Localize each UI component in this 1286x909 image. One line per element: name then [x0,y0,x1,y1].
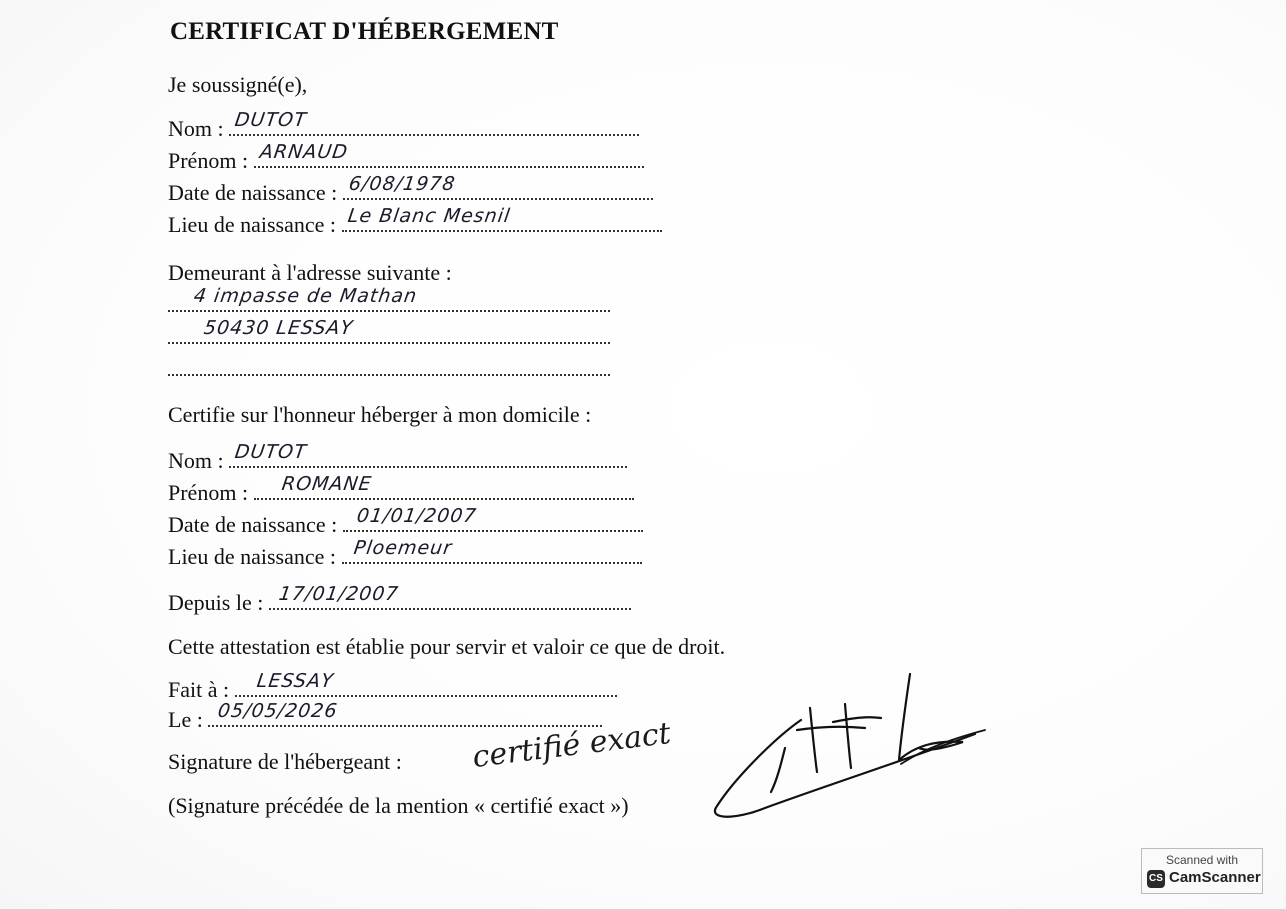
certifie-text: Certifie sur l'honneur héberger à mon domicile : [168,402,592,427]
signature-label: Signature de l'hébergeant : [168,749,402,774]
adresse-line-3-field [168,356,610,376]
nom-value: DUTOT [233,441,309,463]
watermark-top-text: Scanned with [1165,853,1239,867]
adresse-line-1-value: 4 impasse de Mathan [192,285,419,307]
adresse-line-3-row [168,356,610,382]
lieu-label: Lieu de naissance : [168,212,336,237]
fait-label: Fait à : [168,677,230,702]
lieu-value: Ploemeur [351,537,454,559]
date-value: 6/08/1978 [347,173,457,195]
date-label: Date de naissance : [168,512,338,537]
nom-value: DUTOT [233,109,309,131]
lieu-label: Lieu de naissance : [168,544,336,569]
heberge-lieu-row [168,537,642,570]
adresse-line-1-field [168,285,610,312]
depuis-row [168,583,631,616]
attestation-text: Cette attestation est établie pour servir et valoir ce que de droit. [168,634,726,659]
hebergeant-nom-row [168,109,639,142]
fait-value: LESSAY [255,670,335,692]
prenom-field [254,473,634,500]
le-row [168,700,602,733]
prenom-value: ARNAUD [258,141,350,163]
adresse-label: Demeurant à l'adresse suivante : [168,260,452,285]
lieu-value: Le Blanc Mesnil [345,205,512,227]
lieu-field [342,537,642,564]
watermark-brand: CamScanner [1169,869,1261,886]
nom-field [229,441,627,468]
nom-label: Nom : [168,116,224,141]
depuis-field [269,583,631,610]
date-label: Date de naissance : [168,180,338,205]
le-field [208,700,602,727]
signature-note: (Signature précédée de la mention « certifié exact ») [168,793,629,818]
intro-text: Je soussigné(e), [168,72,308,97]
le-value: 05/05/2026 [216,700,340,722]
adresse-line-2-row [168,317,610,350]
prenom-label: Prénom : [168,148,249,173]
handwritten-signature [705,668,995,828]
date-field [343,505,643,532]
le-label: Le : [168,707,203,732]
hebergeant-lieu-row [168,205,662,238]
nom-label: Nom : [168,448,224,473]
camscanner-logo-icon: CS [1147,870,1165,888]
date-value: 01/01/2007 [355,505,478,527]
nom-field [229,109,639,136]
adresse-line-2-value: 50430 LESSAY [202,317,355,339]
date-field [343,173,653,200]
fait-field [235,670,617,697]
heberge-nom-row [168,441,627,474]
camscanner-watermark [1141,848,1263,894]
certifie-exact-handwritten: certifié exact [470,715,673,776]
prenom-field [254,141,644,168]
document-title: CERTIFICAT D'HÉBERGEMENT [170,18,559,45]
prenom-label: Prénom : [168,480,249,505]
prenom-value: ROMANE [280,473,373,495]
depuis-label: Depuis le : [168,590,264,615]
adresse-line-2-field [168,317,610,344]
depuis-value: 17/01/2007 [277,583,400,605]
lieu-field [342,205,662,232]
